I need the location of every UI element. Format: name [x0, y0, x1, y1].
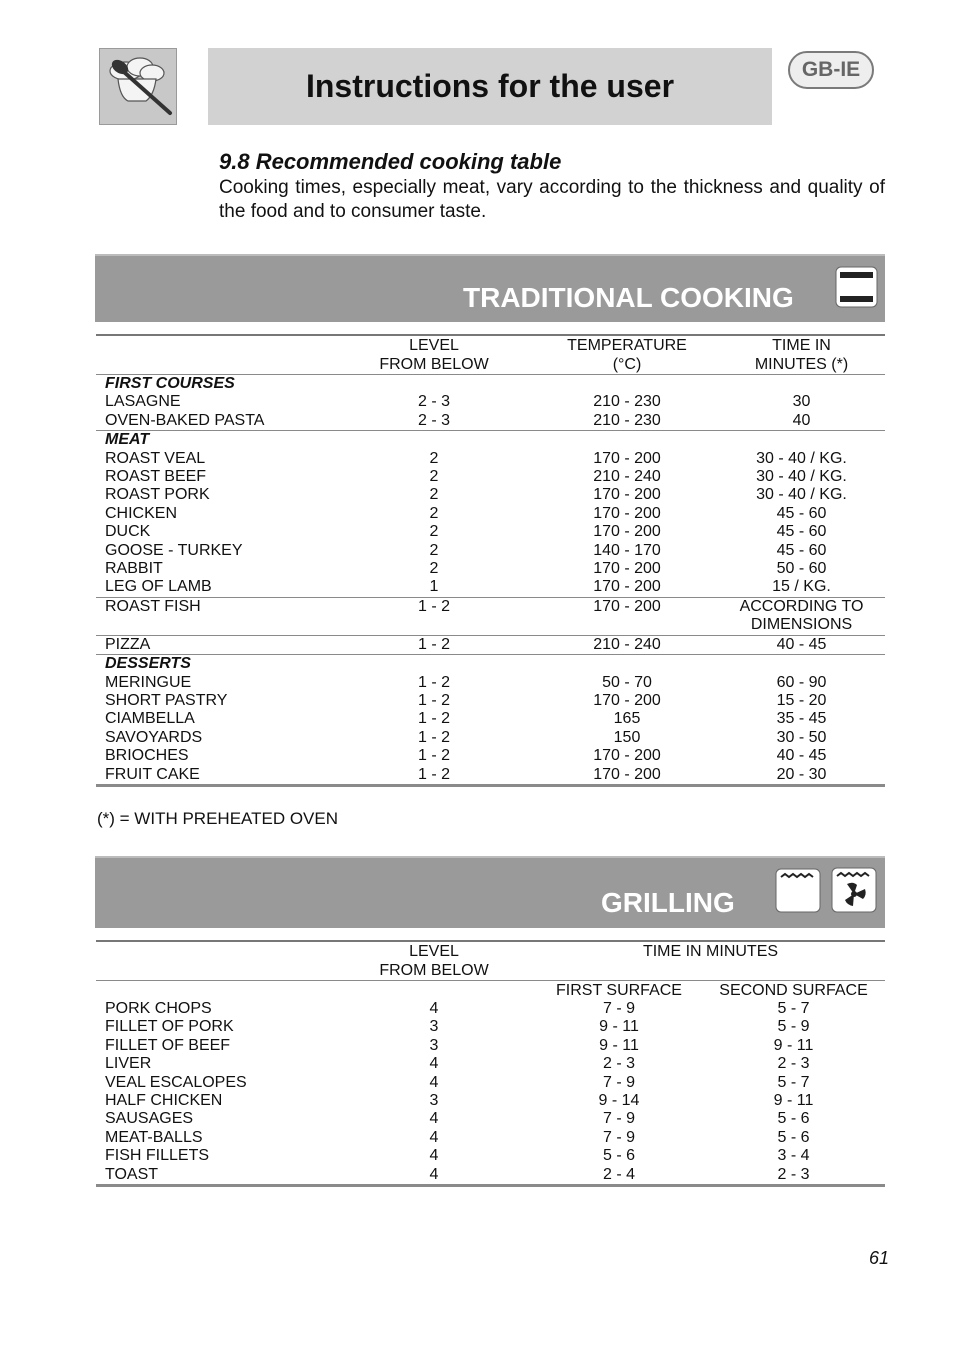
- section-heading: 9.8 Recommended cooking table: [219, 149, 562, 174]
- first-surface-cell: 7 - 9: [602, 1000, 635, 1017]
- second-surface-cell: 2 - 3: [777, 1055, 810, 1073]
- header-title-box: [208, 48, 772, 125]
- level-cell: 4: [429, 1073, 439, 1091]
- time-cell: DIMENSIONS: [750, 616, 853, 634]
- food-cell: CIAMBELLA: [105, 710, 195, 728]
- table-row: [96, 1147, 885, 1165]
- level-cell: 3: [429, 1036, 439, 1054]
- temperature-cell: 165: [613, 710, 641, 728]
- level-cell: 2 - 3: [417, 393, 450, 411]
- first-surface-cell: 9 - 11: [599, 1018, 639, 1036]
- food-cell: RABBIT: [105, 560, 163, 578]
- chef-spoon-icon: [100, 49, 176, 124]
- food-cell: FILLET OF PORK: [105, 1018, 234, 1036]
- table-row: [96, 1037, 885, 1055]
- food-cell: FISH FILLETS: [105, 1147, 210, 1165]
- table-row: [96, 710, 885, 728]
- table-row: [96, 505, 885, 523]
- time-cell: 40: [792, 411, 811, 429]
- level-cell: 1 - 2: [332, 766, 536, 786]
- table-row: [96, 542, 885, 560]
- table-header-row: [96, 941, 885, 961]
- table-row: [96, 578, 885, 597]
- table-row-continuation: [96, 616, 885, 635]
- time-cell: 30 - 40 / KG.: [756, 449, 847, 467]
- table-row: [96, 468, 885, 486]
- language-badge: GB-IE: [788, 51, 874, 89]
- level-cell: 4: [429, 1000, 439, 1017]
- table-row: [96, 1129, 885, 1147]
- time-cell: 45 - 60: [776, 541, 827, 559]
- group-row: [96, 375, 885, 394]
- level-cell: 2: [429, 486, 439, 504]
- table-header-row: [96, 961, 885, 981]
- temperature-cell: 140 - 170: [593, 541, 661, 559]
- time-header: TIME IN: [772, 337, 831, 354]
- second-surface-cell: 5 - 6: [777, 1128, 810, 1146]
- level-header: LEVEL: [409, 943, 459, 960]
- grilling-table: [96, 940, 885, 1187]
- second-surface-cell: 3 - 4: [777, 1147, 810, 1165]
- food-cell: FILLET OF BEEF: [105, 1036, 231, 1054]
- temperature-cell: 210 - 230: [593, 411, 661, 429]
- chef-logo: [99, 48, 177, 125]
- page-number: 61: [869, 1248, 890, 1268]
- food-cell: GOOSE - TURKEY: [105, 541, 243, 559]
- food-cell: SHORT PASTRY: [105, 691, 228, 709]
- table-row: [96, 1092, 885, 1110]
- food-cell: ROAST PORK: [105, 486, 210, 504]
- level-header-sub: FROM BELOW: [379, 962, 489, 979]
- level-cell: 1 - 2: [417, 710, 450, 728]
- food-cell: CHICKEN: [105, 504, 178, 522]
- page-title: Instructions for the user: [305, 68, 675, 104]
- second-surface-cell: 5 - 7: [777, 1000, 810, 1017]
- time-cell: 20 - 30: [718, 766, 885, 786]
- time-cell: 35 - 45: [776, 710, 827, 728]
- temperature-cell: 170 - 200: [593, 486, 661, 504]
- first-surface-cell: 7 - 9: [602, 1073, 635, 1091]
- second-surface-cell: 2 - 3: [702, 1166, 885, 1186]
- level-cell: 2: [429, 449, 439, 467]
- grilling-band: [95, 856, 885, 928]
- second-surface-cell: 9 - 11: [773, 1092, 814, 1110]
- level-cell: 2: [429, 504, 439, 522]
- food-cell: ROAST FISH: [96, 597, 332, 616]
- level-cell: 2: [429, 468, 439, 486]
- table-row: [96, 1000, 885, 1018]
- first-surface-cell: 7 - 9: [602, 1128, 635, 1146]
- table-row: [96, 393, 885, 411]
- table-row: [96, 523, 885, 541]
- table-row: [96, 747, 885, 765]
- level-cell: 2 - 3: [417, 411, 450, 429]
- temperature-header: TEMPERATURE: [567, 337, 687, 354]
- level-cell: 4: [332, 1166, 536, 1186]
- time-cell: 50 - 60: [776, 560, 827, 578]
- temperature-cell: 150: [613, 728, 641, 746]
- fan-grill-icon: [831, 867, 877, 913]
- food-cell: MEAT-BALLS: [105, 1128, 203, 1146]
- table-row: [96, 1166, 885, 1186]
- table-header-row: [96, 981, 885, 1001]
- food-cell: SAVOYARDS: [105, 728, 203, 746]
- temperature-cell: 210 - 240: [536, 635, 718, 654]
- first-surface-cell: 9 - 11: [599, 1036, 639, 1054]
- time-cell: 45 - 60: [776, 523, 827, 541]
- preheated-oven-footnote: (*) = WITH PREHEATED OVEN: [97, 809, 339, 828]
- food-cell: TOAST: [96, 1166, 332, 1186]
- food-cell: LASAGNE: [105, 393, 181, 411]
- level-cell: 3: [429, 1018, 439, 1036]
- time-cell: 15 - 20: [776, 691, 827, 709]
- temperature-cell: 170 - 200: [593, 504, 661, 522]
- grill-element-icon: [775, 868, 821, 913]
- group-row: [96, 655, 885, 674]
- table-row: [96, 597, 885, 616]
- level-cell: 1 - 2: [332, 635, 536, 654]
- time-header-sub: MINUTES (*): [754, 356, 849, 373]
- group-label-desserts: DESSERTS: [96, 655, 885, 674]
- temperature-cell: 170 - 200: [593, 747, 661, 765]
- time-cell: 40 - 45: [776, 747, 827, 765]
- time-header: TIME IN MINUTES: [642, 943, 779, 960]
- table-header-row: [96, 355, 885, 375]
- second-surface-cell: 9 - 11: [773, 1036, 814, 1054]
- time-cell: ACCORDING TO: [718, 597, 885, 616]
- table-row: [96, 635, 885, 654]
- food-cell: FRUIT CAKE: [96, 766, 332, 786]
- first-surface-cell: 9 - 14: [598, 1092, 640, 1110]
- table-row: [96, 560, 885, 578]
- table-row: [96, 1018, 885, 1036]
- level-cell: 3: [429, 1092, 439, 1110]
- temperature-cell: 210 - 230: [593, 393, 661, 411]
- temperature-cell: 170 - 200: [593, 449, 661, 467]
- table-row: [96, 1110, 885, 1128]
- temperature-cell: 170 - 200: [593, 691, 661, 709]
- first-surface-cell: 2 - 4: [536, 1166, 702, 1186]
- food-cell: LIVER: [105, 1055, 152, 1073]
- intro-paragraph: Cooking times, especially meat, vary according to the thickness and quality of the food and to consumer taste.: [219, 177, 885, 222]
- time-cell: 30 - 40 / KG.: [756, 468, 847, 486]
- temperature-cell: 210 - 240: [593, 468, 661, 486]
- food-cell: ROAST BEEF: [105, 468, 207, 486]
- table-row: [96, 412, 885, 431]
- time-cell: 45 - 60: [776, 504, 827, 522]
- traditional-cooking-title: TRADITIONAL COOKING: [463, 282, 794, 313]
- time-cell: 30: [792, 393, 811, 411]
- time-cell: 40 - 45: [718, 635, 885, 654]
- traditional-cooking-band: [95, 254, 885, 322]
- temperature-cell: 170 - 200: [536, 766, 718, 786]
- food-cell: PIZZA: [96, 635, 332, 654]
- level-cell: 4: [429, 1055, 439, 1073]
- level-cell: 2: [429, 541, 439, 559]
- level-cell: 1 - 2: [417, 673, 450, 691]
- temperature-cell: 170 - 200: [593, 578, 661, 596]
- food-cell: ROAST VEAL: [105, 449, 206, 467]
- second-surface-cell: 5 - 9: [777, 1018, 810, 1036]
- food-cell: BRIOCHES: [105, 747, 189, 765]
- level-cell: 1 - 2: [417, 747, 450, 765]
- time-cell: 30 - 40 / KG.: [756, 486, 847, 504]
- level-header-sub: FROM BELOW: [379, 356, 489, 373]
- food-cell: MERINGUE: [105, 673, 192, 691]
- time-cell: 15 / KG.: [772, 578, 831, 596]
- food-cell: LEG OF LAMB: [105, 578, 212, 596]
- table-row: [96, 486, 885, 504]
- temperature-cell: 50 - 70: [602, 673, 652, 691]
- first-surface-cell: 5 - 6: [602, 1147, 635, 1165]
- level-cell: 2: [429, 523, 439, 541]
- table-row: [96, 450, 885, 468]
- table-row: [96, 674, 885, 692]
- temperature-cell: 170 - 200: [593, 560, 661, 578]
- table-header-row: [96, 335, 885, 355]
- second-surface-cell: 5 - 6: [777, 1110, 810, 1128]
- first-surface-header: FIRST SURFACE: [536, 981, 702, 1001]
- level-header: LEVEL: [409, 337, 459, 354]
- food-cell: PORK CHOPS: [105, 1000, 212, 1017]
- level-cell: 1 - 2: [332, 597, 536, 616]
- table-row: [96, 1074, 885, 1092]
- level-cell: 2: [429, 560, 439, 578]
- level-cell: 1 - 2: [417, 728, 450, 746]
- first-surface-cell: 7 - 9: [602, 1110, 635, 1128]
- group-label-first-courses: FIRST COURSES: [96, 375, 885, 394]
- temperature-cell: 170 - 200: [593, 523, 661, 541]
- level-cell: 1: [429, 578, 439, 596]
- food-cell: VEAL ESCALOPES: [105, 1073, 247, 1091]
- time-cell: 60 - 90: [776, 673, 827, 691]
- second-surface-header: SECOND SURFACE: [702, 981, 885, 1001]
- food-cell: SAUSAGES: [105, 1110, 194, 1128]
- temperature-header-sub: (°C): [612, 356, 642, 373]
- food-cell: DUCK: [105, 523, 151, 541]
- level-cell: 1 - 2: [417, 691, 450, 709]
- grilling-title: GRILLING: [601, 887, 735, 918]
- table-row: [96, 1055, 885, 1073]
- temperature-cell: 170 - 200: [536, 597, 718, 616]
- group-label-meat: MEAT: [96, 431, 885, 450]
- first-surface-cell: 2 - 3: [602, 1055, 635, 1073]
- time-cell: 30 - 50: [776, 728, 827, 746]
- food-cell: OVEN-BAKED PASTA: [105, 411, 265, 429]
- level-cell: 4: [429, 1128, 439, 1146]
- table-row: [96, 692, 885, 710]
- level-cell: 4: [429, 1147, 439, 1165]
- table-row: [96, 766, 885, 786]
- table-row: [96, 729, 885, 747]
- top-bottom-heating-icon: [835, 266, 878, 308]
- food-cell: HALF CHICKEN: [105, 1092, 223, 1110]
- second-surface-cell: 5 - 7: [777, 1073, 810, 1091]
- group-row: [96, 431, 885, 450]
- traditional-cooking-table: [96, 334, 885, 787]
- level-cell: 4: [429, 1110, 439, 1128]
